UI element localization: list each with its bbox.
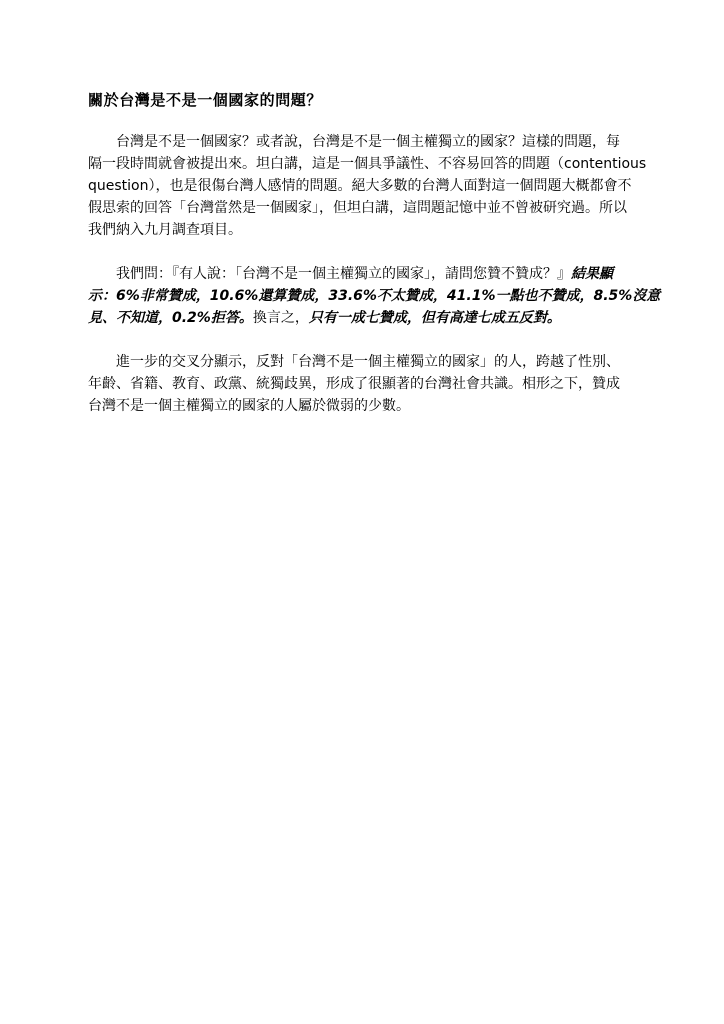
paragraph-line: 隔一段時間就會被提出來。坦白講，這是一個具爭議性、不容易回答的問題（contentious <box>88 156 647 172</box>
paragraph-line: question），也是很傷台灣人感情的問題。絕大多數的台灣人面對這一個問題大概都會不 <box>88 178 632 194</box>
result-emphasis-line: 示：6%非常贊成，10.6%還算贊成，33.6%不太贊成，41.1%一點也不贊成，8.5%沒意 <box>88 288 661 304</box>
document-title: 關於台灣是不是一個國家的問題？ <box>88 91 323 109</box>
paragraph-line: 進一步的交叉分顯示，反對「台灣不是一個主權獨立的國家」的人，跨越了性別、 <box>116 354 620 370</box>
paragraph-line: 台灣不是一個主權獨立的國家的人屬於微弱的少數。 <box>88 398 410 414</box>
summary-lead-text: 換言之， <box>252 310 309 326</box>
result-emphasis: 結果顯 <box>571 266 613 282</box>
paragraph-line: 我們納入九月調查項目。 <box>88 222 242 238</box>
paragraph-survey-result <box>88 263 661 329</box>
paragraph-intro <box>88 131 648 241</box>
paragraph-line: 假思索的回答「台灣當然是一個國家」，但坦白講，這問題記憶中並不曾被研究過。所以 <box>88 200 627 216</box>
paragraph-cross-analysis <box>88 351 648 417</box>
paragraph-line <box>88 263 648 285</box>
survey-question-text: 我們問：『有人說：「台灣不是一個主權獨立的國家」，請問您贊不贊成？』 <box>116 266 571 282</box>
result-emphasis: 見、不知道，0.2%拒答。 <box>88 310 253 326</box>
paragraph-line: 年齡、省籍、教育、政黨、統獨歧異，形成了很顯著的台灣社會共識。相形之下，贊成 <box>88 376 620 392</box>
result-summary-emphasis: 只有一成七贊成，但有高達七成五反對。 <box>308 310 561 326</box>
paragraph-line <box>88 307 648 329</box>
paragraph-line: 台灣是不是一個國家？或者說，台灣是不是一個主權獨立的國家？這樣的問題，每 <box>116 134 620 150</box>
